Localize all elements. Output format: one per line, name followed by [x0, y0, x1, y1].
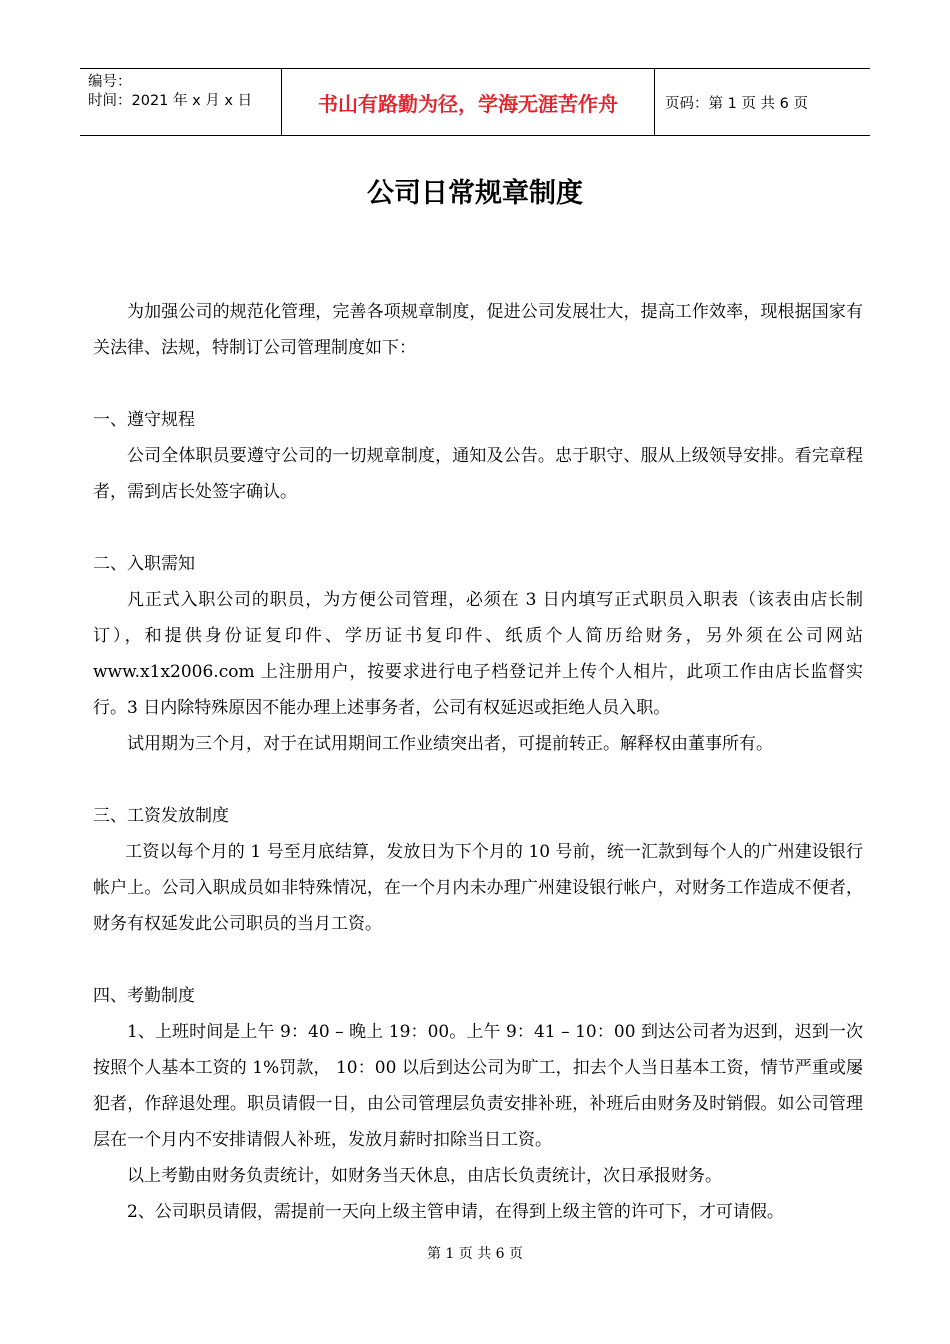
section-heading-1: 一、遵守规程	[93, 410, 195, 430]
section-gap	[93, 942, 863, 978]
section-4-paragraph-2: 以上考勤由财务负责统计，如财务当天休息，由店长负责统计，次日承报财务。	[127, 1166, 722, 1186]
document-body	[93, 294, 863, 1230]
document-time-label: 时间：2021 年 x 月 x 日	[88, 93, 253, 109]
section-heading-3: 三、工资发放制度	[93, 806, 229, 826]
header-page-label: 页码：第 1 页 共 6 页	[665, 95, 808, 112]
page-footer: 第 1 页 共 6 页	[426, 1246, 524, 1262]
section-gap	[93, 510, 863, 546]
section-heading-2: 二、入职需知	[93, 554, 195, 574]
section-1-paragraph-1: 公司全体职员要遵守公司的一切规章制度，通知及公告。忠于职守、服从上级领导安排。看完章程者，需到店长处签字确认。	[93, 446, 863, 502]
section-4-paragraph-1: 1、上班时间是上午 9：40 – 晚上 19：00。上午 9：41 – 10：00 到达公司者为迟到，迟到一次按照个人基本工资的 1%罚款， 10：00 以后到达公司为旷工，扣去个人当日基本工资，情节严重或屡犯者，作辞退处理。职员请假一日，由公司管理层负责安排补班，补班后由财务及时销假。如公司管理层在一个月内不安排请假人补班，发放月薪时扣除当日工资。	[93, 1022, 863, 1150]
section-2-paragraph-1: 凡正式入职公司的职员，为方便公司管理，必须在 3 日内填写正式职员入职表（该表由店长制订），和提供身份证复印件、学历证书复印件、纸质个人简历给财务，另外须在公司网站 www.x1x2006.com 上注册用户，按要求进行电子档登记并上传个人相片，此项工作由店长监督实行。3 日内除特殊原因不能办理上述事务者，公司有权延迟或拒绝人员入职。	[93, 590, 863, 718]
header-info-cell	[80, 69, 282, 135]
header-motto: 书山有路勤为径，学海无涯苦作舟	[282, 69, 655, 135]
document-number-label: 编号：	[88, 74, 132, 90]
document-title: 公司日常规章制度	[367, 178, 583, 209]
section-3-paragraph-1: 工资以每个月的 1 号至月底结算，发放日为下个月的 10 号前，统一汇款到每个人的广州建设银行帐户上。公司入职成员如非特殊情况，在一个月内未办理广州建设银行帐户，对财务工作造成不便者，财务有权延发此公司职员的当月工资。	[93, 842, 863, 934]
section-4-paragraph-3: 2、公司职员请假，需提前一天向上级主管申请，在得到上级主管的许可下，才可请假。	[127, 1202, 784, 1222]
section-gap	[93, 366, 863, 402]
header-table	[80, 68, 870, 136]
section-heading-4: 四、考勤制度	[93, 986, 195, 1006]
section-gap	[93, 762, 863, 798]
section-2-paragraph-2: 试用期为三个月，对于在试用期间工作业绩突出者，可提前转正。解释权由董事所有。	[127, 734, 773, 754]
intro-paragraph: 为加强公司的规范化管理，完善各项规章制度，促进公司发展壮大，提高工作效率，现根据国家有关法律、法规，特制订公司管理制度如下：	[93, 302, 863, 358]
